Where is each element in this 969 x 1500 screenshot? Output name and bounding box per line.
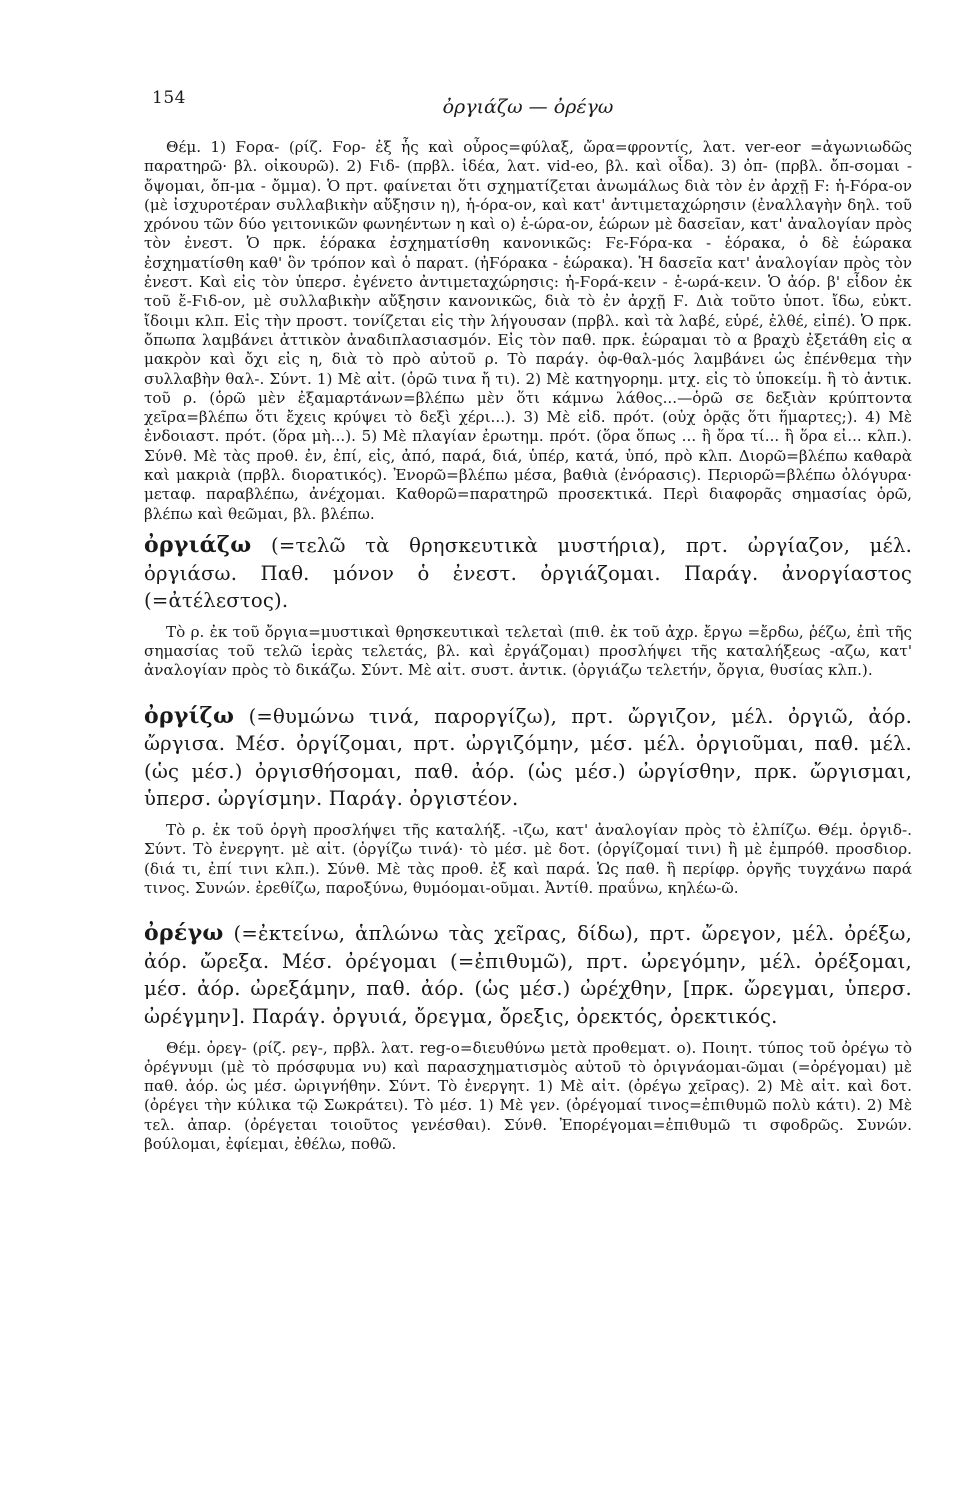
running-head: ὀργιάζω — ὀρέγω [442,96,614,118]
page-number: 154 [152,88,186,108]
entry-text: (=τελῶ τὰ θρησκευτικὰ μυστήρια), πρτ. ὠργίαζον, μέλ. ὀργιάσω. Παθ. μόνον ὁ ἐνεστ. ὀργιάζομαι. Παράγ. ἀνοργίαστος (=ἀτέλεστος). [144,533,912,613]
headword: ὀργιάζω [144,531,252,558]
entry-orego [144,920,912,1030]
dictionary-page [144,84,912,1154]
entry-note-orgizo: Τὸ ρ. ἐκ τοῦ ὀργὴ προσλήψει τῆς καταλήξ. -ιζω, κατ' ἀναλογίαν πρὸς τὸ ἐλπίζω. Θέμ. ὀργιδ-. Σύντ. Τὸ ἐνεργητ. μὲ αἰτ. (ὀργίζω τινά)· τὸ μέσ. μὲ δοτ. (ὀργίζομαί τινι) ἢ μὲ ἐμπρόθ. προσδιορ. (διά τι, ἐπί τινι κλπ.). Σύνθ. Μὲ τὰς προθ. ἐξ καὶ παρά. Ὡς παθ. ἢ περίφρ. ὀργῆς τυγχάνω παρά τινος. Συνών. ἐρεθίζω, παροξύνω, θυμόομαι-οῦμαι. Ἀντίθ. πραΰνω, κηλέω-ῶ. [144,820,912,897]
headword: ὀρέγω [144,920,224,947]
entry-note-orego: Θέμ. ὀρεγ- (ρίζ. ρεγ-, πρβλ. λατ. reg-o=διευθύνω μετὰ προθεματ. ο). Ποιητ. τύπος τοῦ ὀρέγω τὸ ὀρέγνυμι (μὲ τὸ πρόσφυμα νυ) καὶ παρασχηματισμὸς αὐτοῦ τὸ ὀριγνάομαι-ῶμαι (=ὀρέγομαι) μὲ παθ. ἀόρ. ὡς μέσ. ὠριγνήθην. Σύντ. Τὸ ἐνεργητ. 1) Μὲ αἰτ. (ὀρέγω χεῖρας). 2) Μὲ αἰτ. καὶ δοτ. (ὀρέγει τὴν κύλικα τῷ Σωκράτει). Τὸ μέσ. 1) Μὲ γεν. (ὀρέγομαί τινος=ἐπιθυμῶ πολὺ κάτι). 2) Μὲ τελ. ἀπαρ. (ὀρέγεται τοιοῦτος γενέσθαι). Σύνθ. Ἐπορέγομαι=ἐπιθυμῶ τι σφοδρῶς. Συνών. βούλομαι, ἐφίεμαι, ἐθέλω, ποθῶ. [144,1038,912,1154]
entry-text: (=θυμώνω τινά, παροργίζω), πρτ. ὤργιζον, μέλ. ὀργιῶ, ἀόρ. ὤργισα. Μέσ. ὀργίζομαι, πρτ. ὠργιζόμην, μέσ. μέλ. ὀργιοῦμαι, παθ. μέλ. (ὡς μέσ.) ὀργισθήσομαι, παθ. ἀόρ. (ὡς μέσ.) ὠργίσθην, πρκ. ὤργισμαι, ὑπερσ. ὠργίσμην. Παράγ. ὀργιστέον. [144,704,912,811]
entry-orgiazo [144,532,912,615]
entry-orgizo [144,703,912,813]
page-header [144,84,912,124]
entry-note-orao: Θέμ. 1) Ϝορα- (ρίζ. Ϝορ- ἐξ ἧς καὶ οὖρος=φύλαξ, ὤρα=φροντίς, λατ. ver-eor =ἀγωνιωδῶς παρατηρῶ· βλ. οἰκουρῶ). 2) Ϝιδ- (πρβλ. ἰδέα, λατ. vid-eo, βλ. καὶ οἶδα). 3) ὀπ- (πρβλ. ὄπ-σομαι - ὄψομαι, ὄπ-μα - ὄμμα). Ὁ πρτ. φαίνεται ὅτι σχηματίζεται ἀνωμάλως διὰ τὸν ἐν ἀρχῇ Ϝ: ἡ-Ϝόρα-ον (μὲ ἰσχυροτέραν συλλαβικὴν αὔξησιν η), ἡ-όρα-ον, καὶ κατ' ἀντιμεταχώρησιν (ἐναλλαγὴν δηλ. τοῦ χρόνου τῶν δύο γειτονικῶν φωνηέντων η καὶ ο) ἑ-ώρα-ον, ἑώρων μὲ δασεῖαν, κατ' ἀναλογίαν πρὸς τὸν ἐνεστ. Ὁ πρκ. ἑόρακα ἐσχηματίσθη κανονικῶς: Ϝε-Ϝόρα-κα - ἑόρακα, ὁ δὲ ἑώρακα ἐσχηματίσθη καθ' ὃν τρόπον καὶ ὁ παρατ. (ἠϜόρακα - ἑώρακα). Ἡ δασεῖα κατ' ἀναλογίαν πρὸς τὸν ἐνεστ. Καὶ εἰς τὸν ὑπερσ. ἐγένετο ἀντιμεταχώρησις: ἠ-Ϝορά-κειν - ἑ-ωρά-κειν. Ὁ ἀόρ. β' εἶδον ἐκ τοῦ ἔ-Ϝιδ-ον, μὲ συλλαβικὴν αὔξησιν κανονικῶς, διὰ τὸ ἐν ἀρχῇ Ϝ. Διὰ τοῦτο ὑποτ. ἴδω, εὐκτ. ἴδοιμι κλπ. Εἰς τὴν προστ. τονίζεται εἰς τὴν λήγουσαν (πρβλ. καὶ τὰ λαβέ, εὑρέ, ἐλθέ, εἰπέ). Ὁ πρκ. ὄπωπα λαμβάνει ἀττικὸν ἀναδιπλασιασμόν. Εἰς τὸν παθ. πρκ. ἑώραμαι τὸ α βραχὺ ἐξετάθη εἰς α μακρὸν καὶ ὄχι εἰς η, διὰ τὸ πρὸ αὐτοῦ ρ. Τὸ παράγ. ὀφ-θαλ-μός λαμβάνει ὡς ἐπένθεμα τὴν συλλαβὴν θαλ-. Σύντ. 1) Μὲ αἰτ. (ὁρῶ τινα ἤ τι). 2) Μὲ κατηγορημ. μτχ. εἰς τὸ ὑποκείμ. ἢ τὸ ἀντικ. τοῦ ρ. (ὁρῶ μὲν ἐξαμαρτάνων=βλέπω μὲν ὅτι κάμνω λάθος...—ὁρῶ σε δεξιὰν κρύπτοντα χεῖρα=βλέπω ὅτι ἔχεις κρύψει τὸ δεξὶ χέρι...). 3) Μὲ εἰδ. πρότ. (οὐχ ὁρᾷς ὅτι ἥμαρτες;). 4) Μὲ ἐνδοιαστ. πρότ. (ὅρα μὴ...). 5) Μὲ πλαγίαν ἐρωτημ. πρότ. (ὅρα ὅπως ... ἢ ὅρα τί... ἢ ὅρα εἰ... κλπ.). Σύνθ. Μὲ τὰς προθ. ἐν, ἐπί, εἰς, ἀπό, παρά, διά, ὑπέρ, κατά, ὑπό, πρὸ κλπ. Διορῶ=βλέπω καθαρὰ καὶ μακριὰ (πρβλ. διορατικός). Ἐνορῶ=βλέπω μέσα, βαθιὰ (ἐνόρασις). Περιορῶ=βλέπω ὀλόγυρα· μεταφ. παραβλέπω, ἀνέχομαι. Καθορῶ=παρατηρῶ προσεκτικά. Περὶ διαφορᾶς σημασίας ὁρῶ, βλέπω καὶ θεῶμαι, βλ. βλέπω. [144,138,912,523]
headword: ὀργίζω [144,702,235,729]
entry-note-orgiazo: Τὸ ρ. ἐκ τοῦ ὄργια=μυστικαὶ θρησκευτικαὶ τελεταὶ (πιθ. ἐκ τοῦ ἀχρ. ἔργω =ἔρδω, ῥέζω, ἐπὶ τῆς σημασίας τοῦ τελῶ ἱερὰς τελετάς, βλ. καὶ ἐργάζομαι) προσλήψει τῆς καταλήξεως -αζω, κατ' ἀναλογίαν πρὸς τὸ δικάζω. Σύντ. Μὲ αἰτ. συστ. ἀντικ. (ὀργιάζω τελετήν, ὄργια, θυσίας κλπ.). [144,622,912,680]
entry-text: (=ἐκτείνω, ἁπλώνω τὰς χεῖρας, δίδω), πρτ. ὤρεγον, μέλ. ὀρέξω, ἀόρ. ὤρεξα. Μέσ. ὀρέγομαι (=ἐπιθυμῶ), πρτ. ὠρεγόμην, μέλ. ὀρέξομαι, μέσ. ἀόρ. ὠρεξάμην, παθ. ἀόρ. (ὡς μέσ.) ὠρέχθην, [πρκ. ὤρεγμαι, ὑπερσ. ὠρέγμην]. Παράγ. ὀργυιά, ὄρεγμα, ὄρεξις, ὀρεκτός, ὀρεκτικός. [144,922,912,1028]
